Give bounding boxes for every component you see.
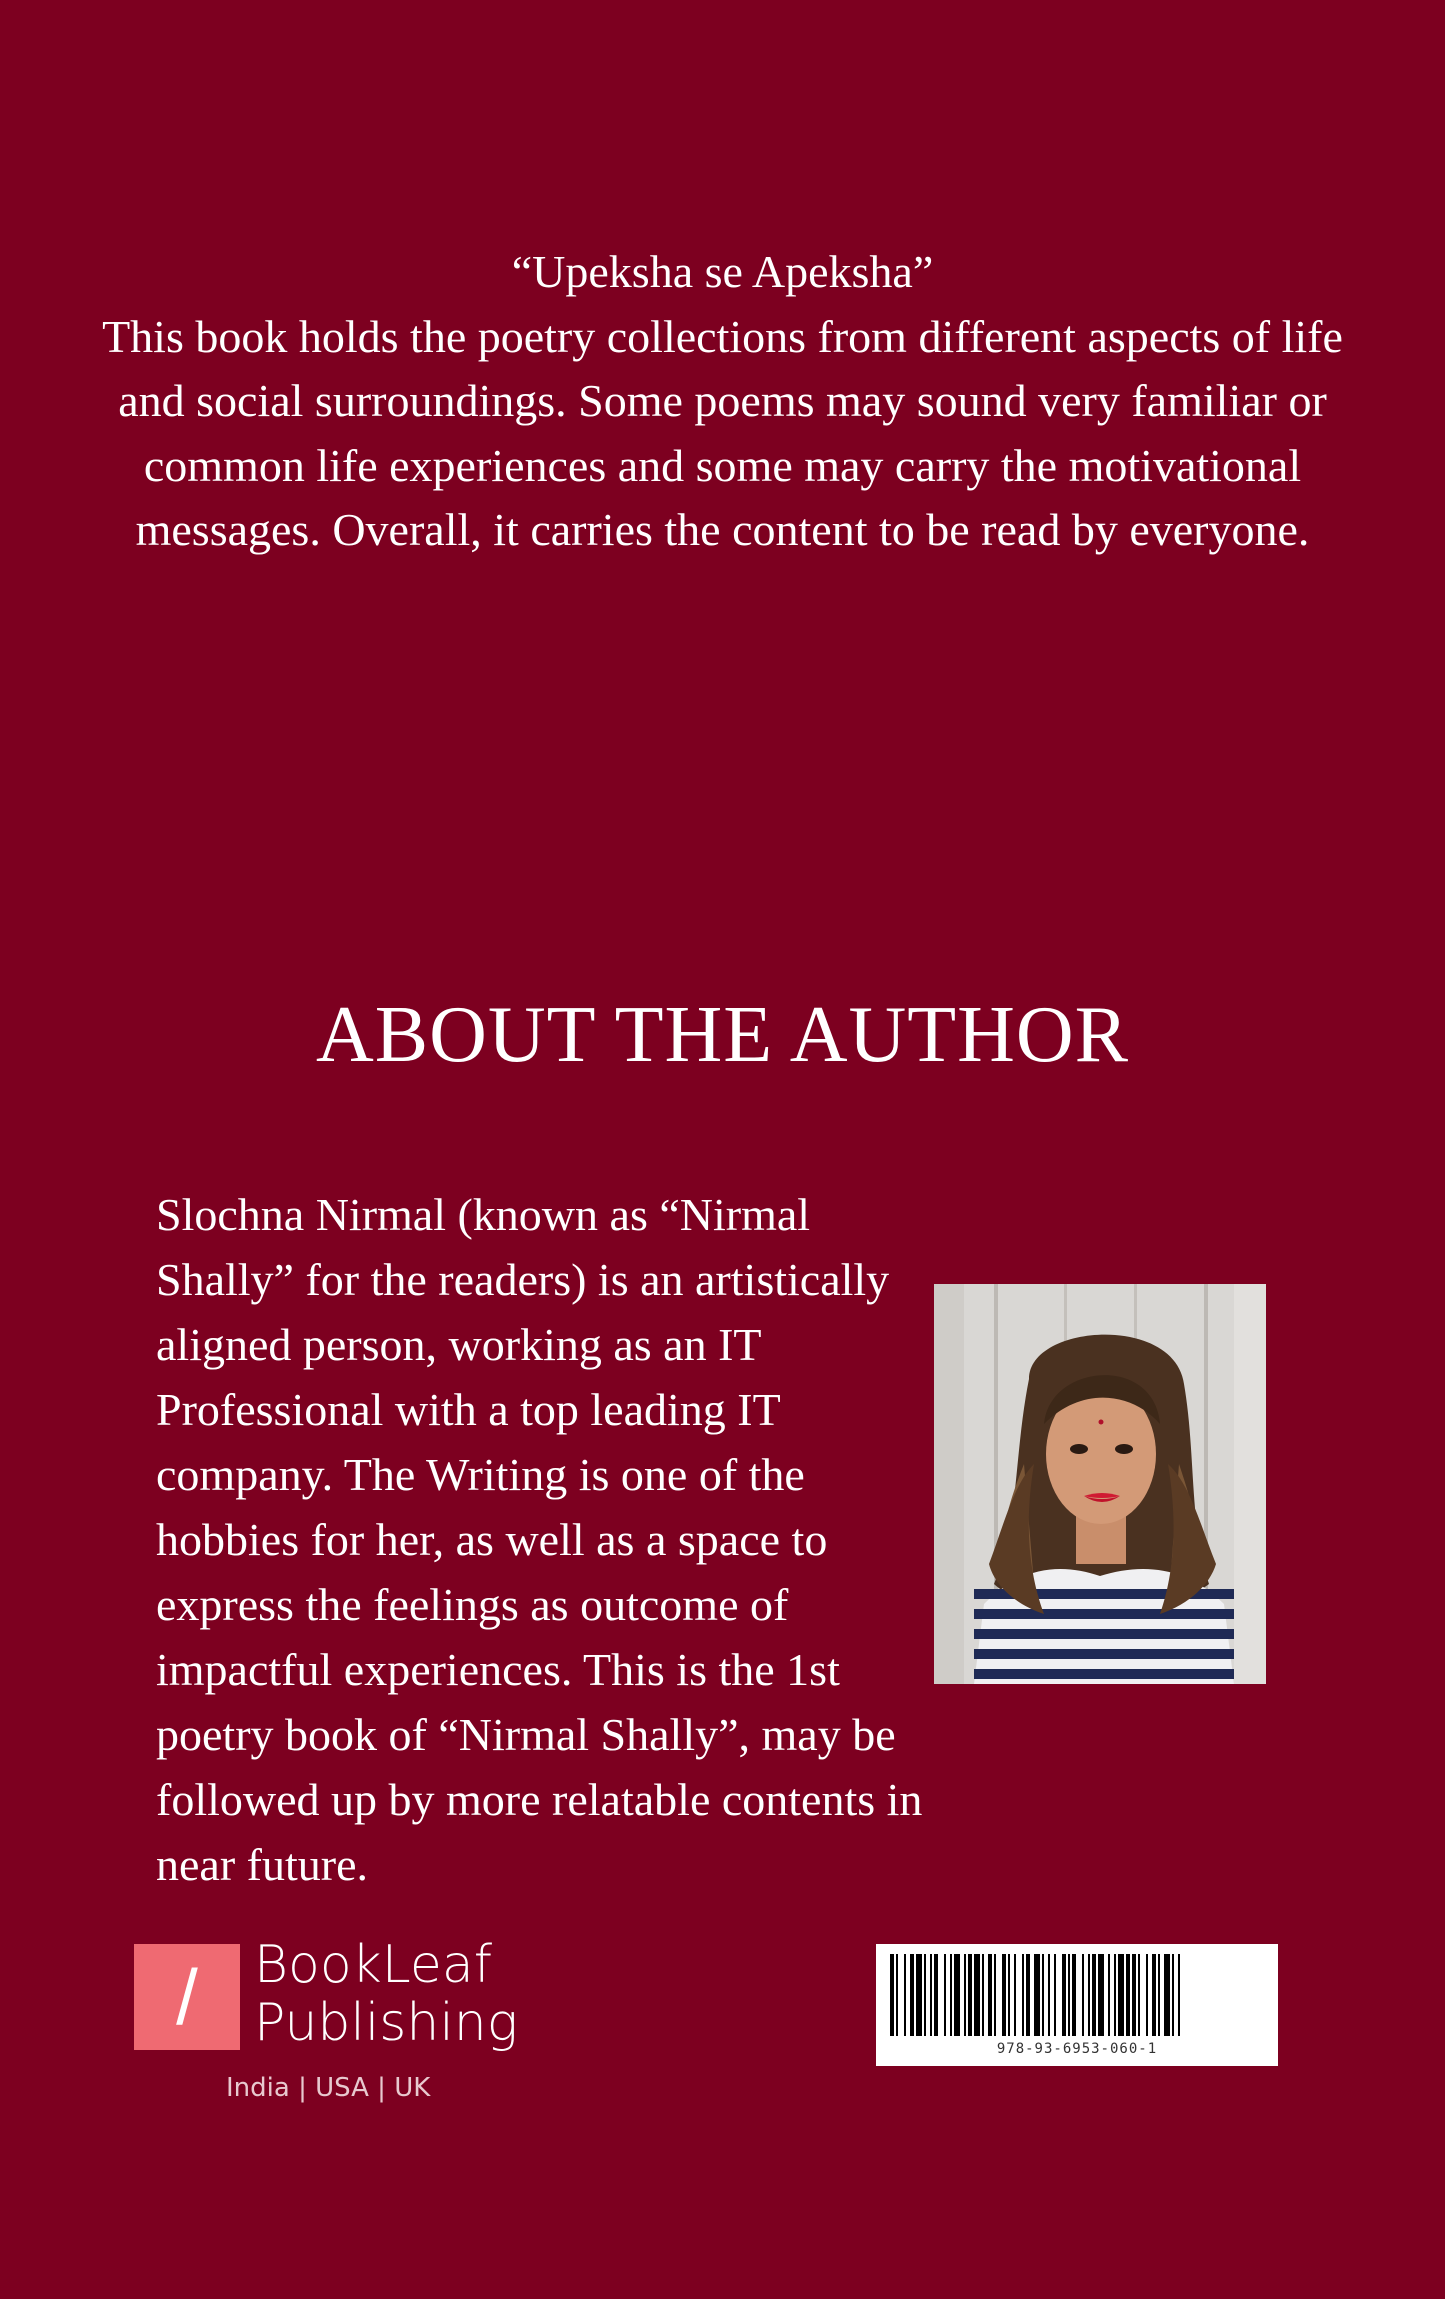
blurb-text: This book holds the poetry collections from different aspects of life and social surroundings. Some poems may sound very familiar or common life experiences and some may carry the motivational messages. Overall, it carries the content to be read by everyone. (102, 310, 1343, 555)
publisher-regions: India | USA | UK (226, 2073, 431, 2103)
publisher-name-line2: Publishing (254, 1993, 518, 2053)
publisher-name (254, 1936, 518, 2052)
publisher-slash-icon: / (134, 1944, 240, 2050)
book-blurb (100, 240, 1345, 563)
isbn-barcode (876, 1944, 1278, 2066)
barcode-bars (890, 1954, 1264, 2036)
publisher-logo (134, 1935, 554, 2114)
isbn-number: 978-93-6953-060-1 (996, 2041, 1158, 2057)
book-title-quote: “Upeksha se Apeksha” (511, 246, 934, 297)
publisher-name-line1: BookLeaf (254, 1935, 493, 1995)
author-bio: Slochna Nirmal (known as “Nirmal Shally” for the readers) is an artistically aligned person, working as an IT Professional with a top leading IT company. The Writing is one of the hobbies for her, as well as a space to express the feelings as outcome of impactful experiences. This is the 1st poetry book of “Nirmal Shally”, may be followed up by more relatable contents in near future. (156, 1189, 923, 1890)
author-photo (934, 1284, 1266, 1684)
about-author-heading: ABOUT THE AUTHOR (315, 991, 1130, 1079)
